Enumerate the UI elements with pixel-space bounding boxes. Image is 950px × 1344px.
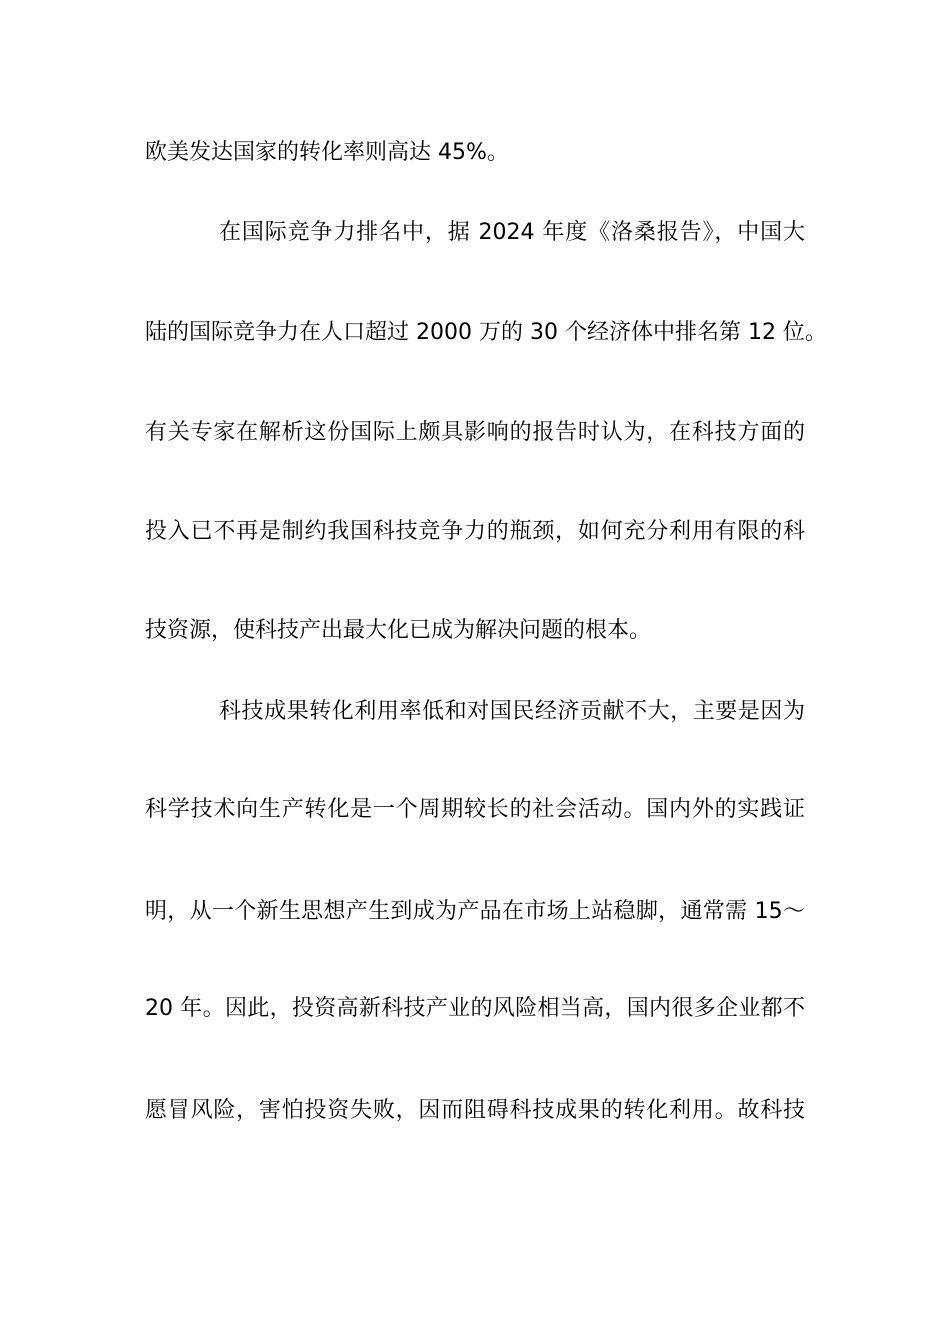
text-line: 投入已不再是制约我国科技竞争力的瓶颈，如何充分利用有限的科 [145, 519, 805, 544]
text-line: 欧美发达国家的转化率则高达 45%。 [145, 140, 509, 165]
text-line: 技资源，使科技产出最大化已成为解决问题的根本。 [145, 618, 652, 643]
text-line: 愿冒风险，害怕投资失败，因而阻碍科技成果的转化利用。故科技 [145, 1098, 805, 1123]
text-line: 科学技术向生产转化是一个周期较长的社会活动。国内外的实践证 [145, 797, 805, 822]
text-line: 有关专家在解析这份国际上颇具影响的报告时认为，在科技方面的 [145, 420, 805, 445]
paragraph-first-line: 科技成果转化利用率低和对国民经济贡献不大，主要是因为 [219, 699, 805, 724]
text-line: 20 年。因此，投资高新科技产业的风险相当高，国内很多企业都不 [145, 996, 805, 1021]
text-line: 陆的国际竞争力在人口超过 2000 万的 30 个经济体中排名第 12 位。 [145, 320, 827, 345]
text-line: 明，从一个新生思想产生到成为产品在市场上站稳脚，通常需 15～ [145, 899, 805, 924]
paragraph-first-line: 在国际竞争力排名中，据 2024 年度《洛桑报告》，中国大 [219, 220, 805, 245]
